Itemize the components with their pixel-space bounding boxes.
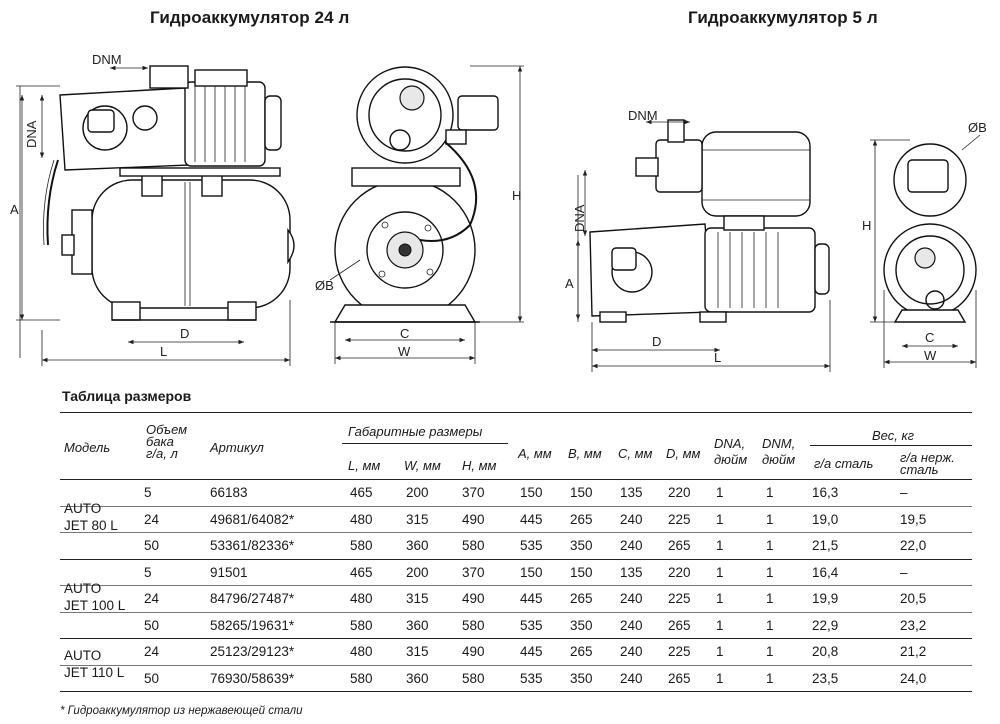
table-cell: 21,5 <box>812 538 839 553</box>
model-group <box>60 560 972 640</box>
table-cell: 23,5 <box>812 670 839 686</box>
header-h: H, мм <box>462 458 497 473</box>
table-cell: 1 <box>716 617 724 633</box>
header-b: B, мм <box>568 446 602 461</box>
table-cell: 240 <box>620 511 643 527</box>
label-a-right: A <box>565 276 574 291</box>
header-l: L, мм <box>348 458 381 473</box>
table-cell: 265 <box>570 644 593 659</box>
table-row <box>60 480 972 507</box>
header-w: W, мм <box>404 458 441 473</box>
table-cell: 76930/58639* <box>210 670 295 686</box>
label-w-left: W <box>398 344 411 359</box>
table-cell: – <box>900 564 908 580</box>
table-cell: 150 <box>520 564 543 580</box>
label-d-right: D <box>652 334 662 349</box>
table-cell: 480 <box>350 511 373 527</box>
table-cell: 1 <box>716 644 724 659</box>
table-cell: 220 <box>668 485 691 500</box>
table-cell: 50 <box>144 670 160 686</box>
front-view-5l <box>862 120 987 368</box>
side-view-24l <box>10 52 294 366</box>
table-cell: 580 <box>350 538 373 553</box>
label-dna-right: DNA <box>572 204 587 232</box>
table-cell: 1 <box>766 511 774 527</box>
technical-drawing <box>0 30 1000 380</box>
header-article: Артикул <box>210 440 264 455</box>
table-cell: 580 <box>462 617 485 633</box>
table-cell: 200 <box>406 564 429 580</box>
model-name-line: JET 100 L <box>64 597 126 613</box>
table-cell: 1 <box>716 591 724 606</box>
table-cell: 1 <box>716 485 724 500</box>
table-cell: 150 <box>570 564 593 580</box>
header-weight-steel: г/а сталь <box>814 456 874 471</box>
table-cell: 350 <box>570 670 593 686</box>
table-cell: – <box>900 485 908 500</box>
table-cell: 225 <box>668 644 691 659</box>
model-name-line: JET 80 L <box>64 518 118 533</box>
model-name-line: AUTO <box>64 501 102 516</box>
table-cell: 370 <box>462 485 485 500</box>
model-name <box>64 580 125 614</box>
label-dna-left: DNA <box>24 120 39 148</box>
table-cell: 580 <box>350 617 373 633</box>
header-weight-stainless-1: г/а нерж. <box>900 450 955 465</box>
table-cell: 49681/64082* <box>210 511 295 527</box>
table-cell: 580 <box>462 538 485 553</box>
table-cell: 240 <box>620 617 643 633</box>
table-cell: 53361/82336* <box>210 538 295 553</box>
label-c-left: C <box>400 326 410 341</box>
header-overall-rule <box>342 443 508 444</box>
table-cell: 580 <box>350 670 373 686</box>
table-cell: 240 <box>620 644 643 659</box>
table-cell: 445 <box>520 644 543 659</box>
table-cell: 24 <box>144 644 160 659</box>
table-cell: 16,3 <box>812 485 839 500</box>
label-a-left: A <box>10 202 19 217</box>
table-cell: 265 <box>668 538 691 553</box>
model-group <box>60 639 972 692</box>
table-cell: 58265/19631* <box>210 617 295 633</box>
table-cell: 5 <box>144 485 152 500</box>
table-cell: 200 <box>406 485 429 500</box>
header-dnm-2: дюйм <box>762 452 796 467</box>
table-cell: 480 <box>350 644 373 659</box>
table-cell: 535 <box>520 617 543 633</box>
header-d: D, мм <box>666 446 701 461</box>
label-l-right: L <box>714 350 722 365</box>
table-cell: 16,4 <box>812 564 839 580</box>
table-cell: 315 <box>406 644 429 659</box>
table-cell: 225 <box>668 511 691 527</box>
label-d-left: D <box>180 326 190 341</box>
header-dnm-1: DNM, <box>762 436 796 451</box>
front-view-24l <box>315 66 524 364</box>
table-cell: 66183 <box>210 485 248 500</box>
header-volume-3: г/а, л <box>146 446 178 461</box>
table-cell: 19,5 <box>900 511 927 527</box>
label-h-left: H <box>512 188 522 203</box>
table-cell: 240 <box>620 538 643 553</box>
table-cell: 490 <box>462 644 485 659</box>
label-l-left: L <box>160 344 168 359</box>
header-c: C, мм <box>618 446 653 461</box>
label-b-right: ØB <box>968 120 987 135</box>
table-cell: 225 <box>668 591 691 606</box>
table-cell: 265 <box>668 670 691 686</box>
model-name-line: AUTO <box>64 580 102 596</box>
table-row <box>60 586 972 613</box>
table-cell: 19,9 <box>812 591 839 606</box>
header-dna-1: DNA, <box>714 436 746 451</box>
table-cell: 84796/27487* <box>210 591 295 606</box>
header-weight-rule <box>810 445 972 446</box>
table-title: Таблица размеров <box>62 388 192 404</box>
table-cell: 315 <box>406 591 429 606</box>
table-cell: 24 <box>144 511 160 527</box>
label-b-left: ØB <box>315 278 334 293</box>
footnote: * Гидроаккумулятор из нержавеющей стали <box>60 705 303 717</box>
heading-24l: Гидроаккумулятор 24 л <box>150 8 350 27</box>
table-cell: 1 <box>766 617 774 633</box>
table-cell: 465 <box>350 485 373 500</box>
label-c-right: C <box>925 330 935 345</box>
header-model: Модель <box>64 440 111 455</box>
table-cell: 315 <box>406 511 429 527</box>
model-name <box>64 500 118 534</box>
table-row <box>60 507 972 534</box>
table-cell: 22,9 <box>812 617 839 633</box>
table-cell: 265 <box>570 511 593 527</box>
table-cell: 50 <box>144 538 160 553</box>
table-cell: 1 <box>766 564 774 580</box>
table-cell: 24 <box>144 591 160 606</box>
table-cell: 445 <box>520 591 543 606</box>
header-volume-2: бака <box>146 434 174 449</box>
table-cell: 265 <box>668 617 691 633</box>
table-cell: 360 <box>406 670 429 686</box>
header-a: A, мм <box>518 446 552 461</box>
table-cell: 535 <box>520 538 543 553</box>
table-cell: 480 <box>350 591 373 606</box>
table-cell: 350 <box>570 617 593 633</box>
table-cell: 91501 <box>210 564 248 580</box>
table-cell: 370 <box>462 564 485 580</box>
header-volume-1: Объем <box>146 422 188 437</box>
table-cell: 1 <box>716 670 724 686</box>
dimensions-table <box>60 412 972 692</box>
table-cell: 350 <box>570 538 593 553</box>
table-cell: 1 <box>766 591 774 606</box>
label-dnm-right: DNM <box>628 108 658 123</box>
table-row <box>60 666 972 693</box>
table-cell: 5 <box>144 564 152 580</box>
model-name-line: AUTO <box>64 648 102 663</box>
table-row <box>60 533 972 560</box>
table-cell: 1 <box>766 538 774 553</box>
table-cell: 490 <box>462 511 485 527</box>
heading-5l: Гидроаккумулятор 5 л <box>688 8 878 27</box>
table-cell: 240 <box>620 591 643 606</box>
table-cell: 50 <box>144 617 160 633</box>
table-cell: 580 <box>462 670 485 686</box>
table-row <box>60 560 972 587</box>
table-cell: 265 <box>570 591 593 606</box>
header-weight: Вес, кг <box>872 428 915 443</box>
model-group <box>60 480 972 560</box>
header-weight-stainless-2: сталь <box>900 462 939 477</box>
table-cell: 1 <box>716 564 724 580</box>
model-name-line: JET 110 L <box>64 665 125 680</box>
table-cell: 20,8 <box>812 644 839 659</box>
table-cell: 220 <box>668 564 691 580</box>
table-cell: 24,0 <box>900 670 927 686</box>
table-cell: 490 <box>462 591 485 606</box>
header-dna-2: дюйм <box>714 452 748 467</box>
label-h-right: H <box>862 218 872 233</box>
table-cell: 1 <box>766 644 774 659</box>
table-cell: 20,5 <box>900 591 927 606</box>
table-cell: 1 <box>716 511 724 527</box>
table-cell: 150 <box>520 485 543 500</box>
label-dnm-left: DNM <box>92 52 122 67</box>
table-row <box>60 639 972 666</box>
label-w-right: W <box>924 348 937 363</box>
table-cell: 135 <box>620 564 643 580</box>
table-cell: 360 <box>406 538 429 553</box>
table-cell: 240 <box>620 670 643 686</box>
table-cell: 1 <box>766 670 774 686</box>
table-cell: 23,2 <box>900 617 927 633</box>
table-cell: 535 <box>520 670 543 686</box>
model-name <box>64 647 124 681</box>
side-view-5l <box>565 108 830 372</box>
table-cell: 135 <box>620 485 643 500</box>
table-cell: 150 <box>570 485 593 500</box>
header-overall: Габаритные размеры <box>348 424 483 439</box>
table-cell: 360 <box>406 617 429 633</box>
table-cell: 22,0 <box>900 538 927 553</box>
table-cell: 1 <box>766 485 774 500</box>
table-cell: 19,0 <box>812 511 839 527</box>
table-cell: 1 <box>716 538 724 553</box>
table-cell: 25123/29123* <box>210 644 295 659</box>
table-cell: 465 <box>350 564 373 580</box>
table-row <box>60 613 972 640</box>
table-body <box>60 480 972 692</box>
table-cell: 21,2 <box>900 644 927 659</box>
table-header <box>60 412 972 480</box>
table-cell: 445 <box>520 511 543 527</box>
